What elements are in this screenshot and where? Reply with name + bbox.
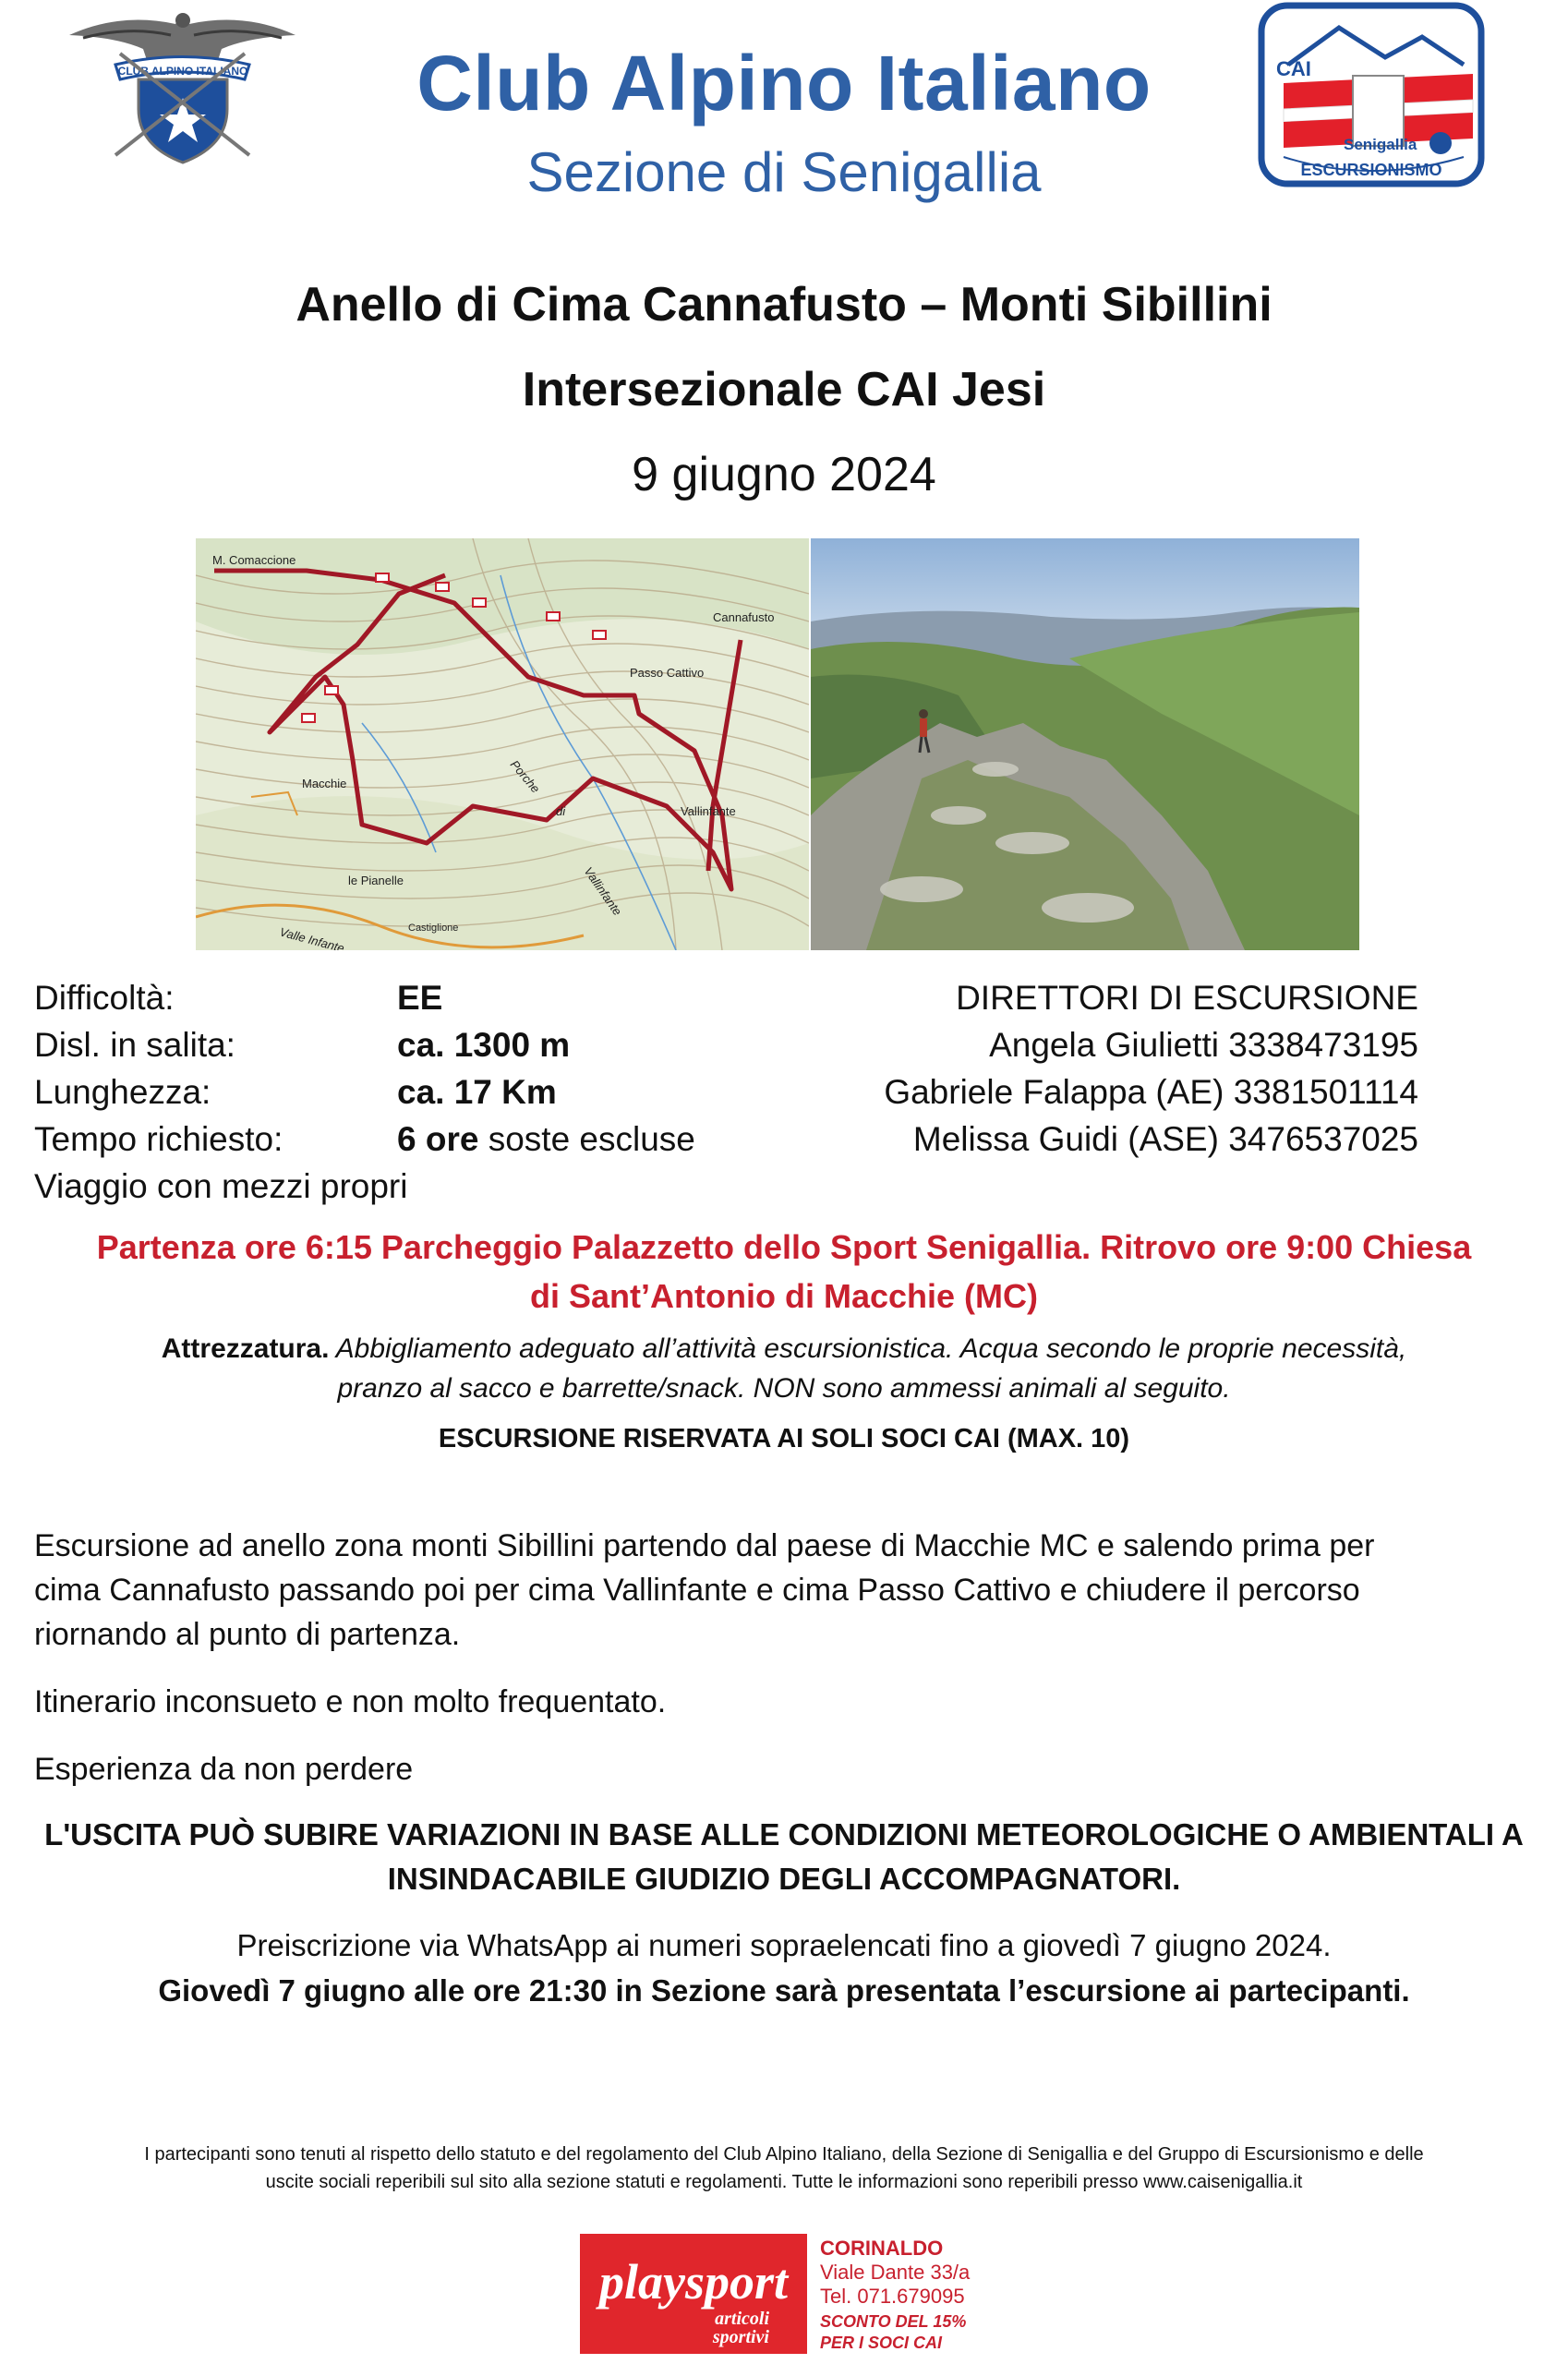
preregistration-note: Preiscrizione via WhatsApp ai numeri sopraelencati fino a giovedì 7 giugno 2024. — [236, 1928, 1332, 1962]
sponsor-discount: PER I SOCI CAI — [820, 2334, 943, 2352]
footer-note: I partecipanti sono tenuti al rispetto dello statuto e del regolamento del Club Alpino Italiano, della Sezione di Senigallia e del Gruppo di Escursionismo e delle — [144, 2144, 1424, 2165]
description-line: Esperienza da non perdere — [34, 1752, 414, 1787]
directors-heading: DIRETTORI DI ESCURSIONE — [956, 979, 1418, 1017]
difficulty-value: EE — [397, 979, 443, 1017]
travel-note: Viaggio con mezzi propri — [34, 1167, 408, 1205]
equipment-line: pranzo al sacco e barrette/snack. NON sono ammessi animali al seguito. — [337, 1373, 1231, 1404]
escursionismo-logo — [1256, 0, 1487, 189]
club-title: Club Alpino Italiano — [416, 40, 1152, 127]
map-label: Macchie — [302, 777, 347, 790]
departure-line: Partenza ore 6:15 Parcheggio Palazzetto dello Sport Senigallia. Ritrovo ore 9:00 Chiesa — [96, 1228, 1472, 1266]
map-label: Castiglione — [408, 923, 459, 934]
departure-line: di Sant’Antonio di Macchie (MC) — [530, 1277, 1038, 1315]
logo-cai-text: CAI — [1276, 57, 1311, 80]
map-label: Vallinfante — [681, 804, 736, 818]
footer-note: uscite sociali reperibili sul sito alla sezione statuti e regolamenti. Tutte le informazioni sono reperibili presso www.caisenigallia.it — [265, 2172, 1303, 2192]
club-subtitle: Sezione di Senigallia — [526, 141, 1042, 203]
sponsor-address: Viale Dante 33/a — [820, 2261, 971, 2284]
description-line: riornando al punto di partenza. — [34, 1617, 461, 1652]
map-label: Vallinfante — [581, 864, 625, 919]
description-line: cima Cannafusto passando poi per cima Vallinfante e cima Passo Cattivo e chiudere il percorso — [34, 1573, 1360, 1608]
event-title: Anello di Cima Cannafusto – Monti Sibillini — [296, 278, 1272, 332]
sponsor-phone: Tel. 071.679095 — [820, 2285, 965, 2308]
warning-line: L'USCITA PUÒ SUBIRE VARIAZIONI IN BASE ALLE CONDIZIONI METEOROLOGICHE O AMBIENTALI A — [44, 1817, 1524, 1851]
map-label: Porche — [507, 757, 543, 796]
director-item: Angela Giulietti 3338473195 — [989, 1026, 1418, 1064]
difficulty-label: Difficoltà: — [34, 979, 175, 1017]
warning-line: INSINDACABILE GIUDIZIO DEGLI ACCOMPAGNATORI. — [387, 1862, 1181, 1896]
map-label: Cannafusto — [713, 610, 775, 624]
event-subtitle: Intersezionale CAI Jesi — [522, 363, 1046, 416]
length-label: Lunghezza: — [34, 1073, 211, 1111]
director-item: Gabriele Falappa (AE) 3381501114 — [884, 1073, 1418, 1111]
description-line: Itinerario inconsueto e non molto frequentato. — [34, 1684, 667, 1719]
ascent-value: ca. 1300 m — [397, 1026, 571, 1064]
sponsor-brand: playsport — [598, 2254, 789, 2310]
sponsor-city: CORINALDO — [820, 2237, 944, 2260]
time-value: 6 ore soste escluse — [397, 1120, 695, 1158]
landscape-photo — [811, 538, 1359, 950]
length-value: ca. 17 Km — [397, 1073, 557, 1111]
description-line: Escursione ad anello zona monti Sibillini partendo dal paese di Macchie MC e salendo prima per — [34, 1528, 1375, 1563]
equipment-line: Attrezzatura. Abbigliamento adeguato all’attività escursionistica. Acqua secondo le proprie necessità, — [161, 1333, 1407, 1364]
route-map — [196, 538, 809, 950]
presentation-note: Giovedì 7 giugno alle ore 21:30 in Sezione sarà presentata l’escursione ai partecipanti. — [158, 1973, 1410, 2008]
logo-escursionismo-text: ESCURSIONISMO — [1300, 161, 1442, 179]
map-label: Valle Infante — [278, 924, 346, 950]
director-item: Melissa Guidi (ASE) 3476537025 — [912, 1120, 1418, 1158]
time-label: Tempo richiesto: — [34, 1120, 283, 1158]
logo-senigallia-text: Senigallia — [1344, 136, 1417, 153]
ascent-label: Disl. in salita: — [34, 1026, 235, 1064]
map-label: Passo Cattivo — [630, 666, 705, 680]
map-label: di — [556, 804, 566, 818]
playsport-logo — [580, 2234, 807, 2354]
map-label: le Pianelle — [348, 874, 404, 887]
event-date: 9 giugno 2024 — [632, 448, 936, 501]
sponsor-discount: SCONTO DEL 15% — [820, 2312, 967, 2331]
map-label: M. Comaccione — [212, 553, 296, 567]
cai-logo-text: CLUB ALPINO ITALIANO — [117, 65, 248, 78]
sponsor-tagline: sportivi — [712, 2327, 769, 2347]
sponsor-tagline: articoli — [715, 2309, 769, 2329]
reserved-notice: ESCURSIONE RISERVATA AI SOLI SOCI CAI (MAX. 10) — [438, 1424, 1130, 1453]
